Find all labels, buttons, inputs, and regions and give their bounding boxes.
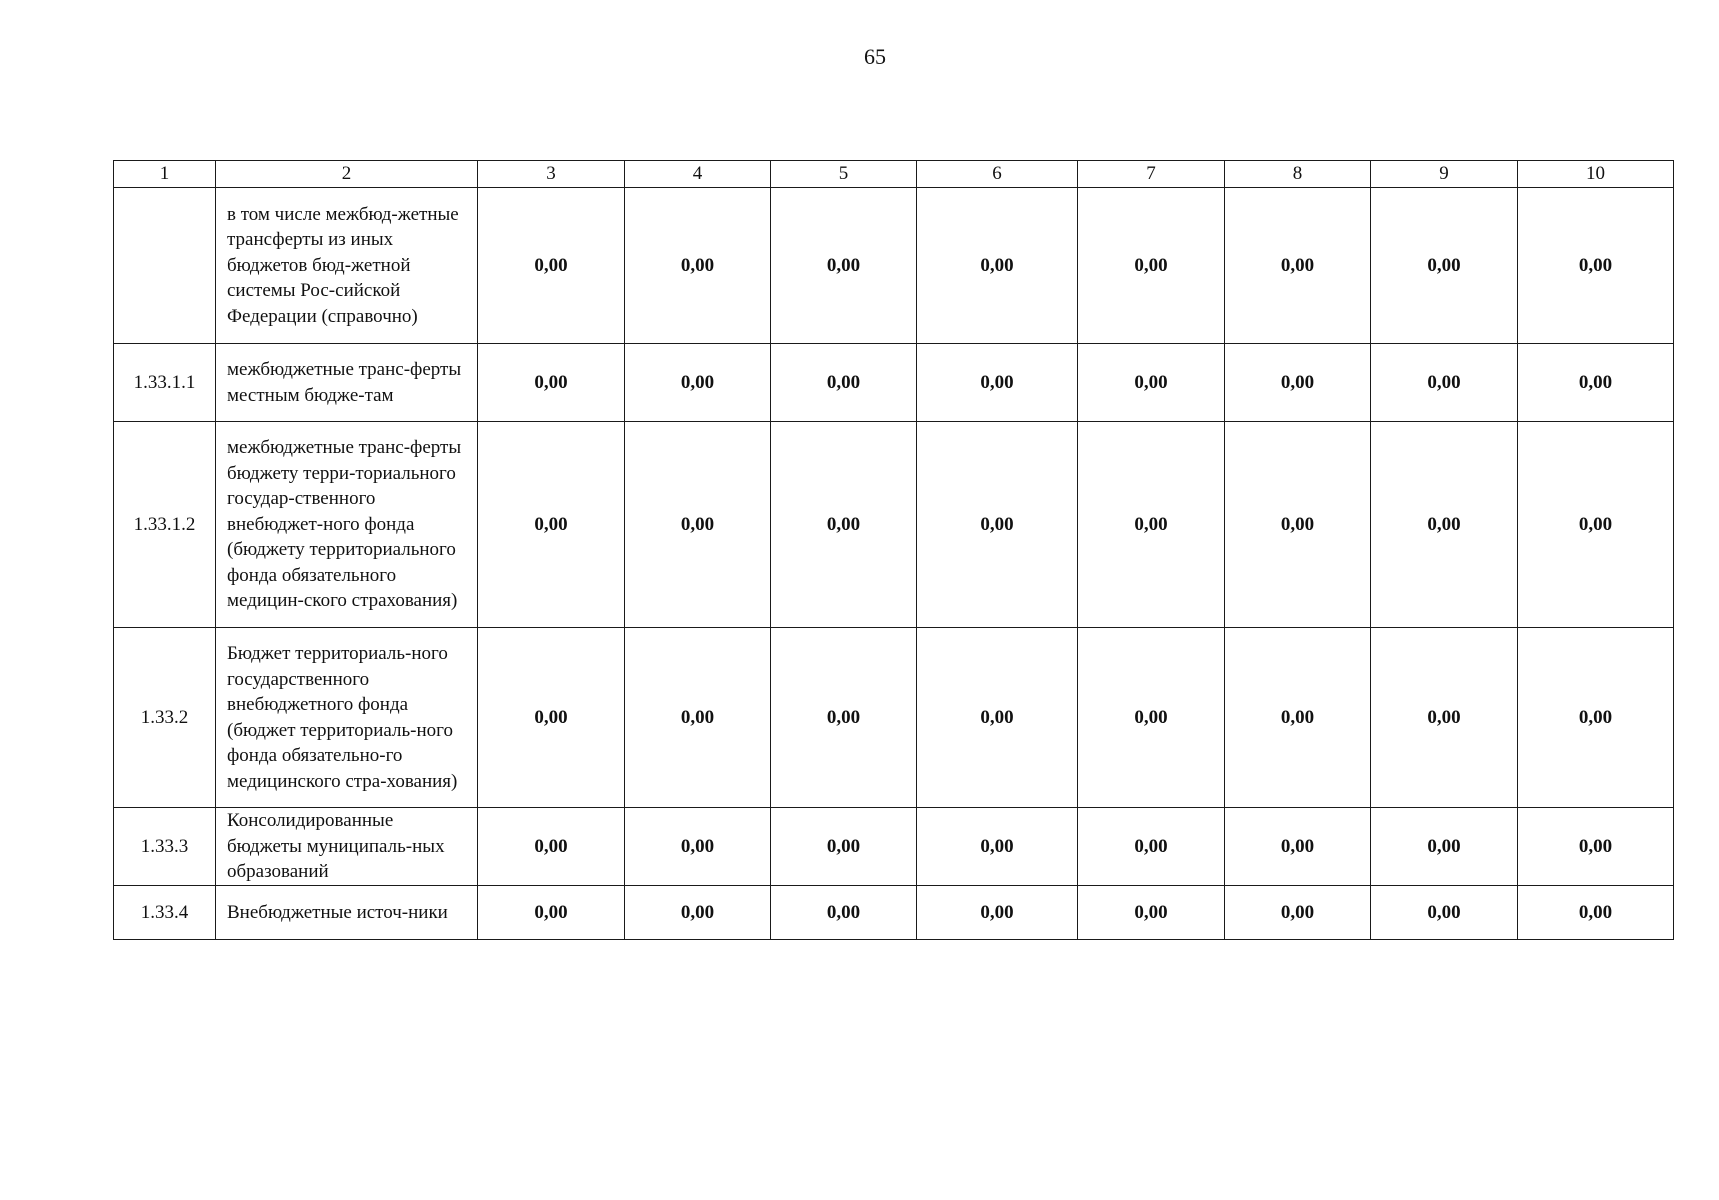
row-value: 0,00 [478, 422, 625, 628]
row-value: 0,00 [1371, 628, 1518, 808]
column-header: 9 [1371, 161, 1518, 188]
table-row [114, 422, 1674, 628]
column-header: 6 [917, 161, 1078, 188]
column-header: 3 [478, 161, 625, 188]
row-value: 0,00 [917, 808, 1078, 886]
row-value: 0,00 [478, 628, 625, 808]
row-value: 0,00 [771, 344, 917, 422]
row-value: 0,00 [478, 188, 625, 344]
row-name: Внебюджетные источ-ники [216, 886, 478, 940]
row-value: 0,00 [917, 344, 1078, 422]
row-name: межбюджетные транс-ферты бюджету терри-ториального государ-ственного внебюджет-ного фонда (бюджету территориального фонда обязательного медицин-ского страхования) [216, 422, 478, 628]
row-value: 0,00 [1518, 422, 1674, 628]
row-value: 0,00 [1078, 188, 1225, 344]
table-row [114, 808, 1674, 886]
row-value: 0,00 [625, 344, 771, 422]
row-value: 0,00 [917, 422, 1078, 628]
row-value: 0,00 [771, 808, 917, 886]
row-code: 1.33.1.1 [114, 344, 216, 422]
column-header: 4 [625, 161, 771, 188]
row-value: 0,00 [1371, 422, 1518, 628]
row-value: 0,00 [1518, 628, 1674, 808]
row-value: 0,00 [1078, 808, 1225, 886]
row-value: 0,00 [771, 188, 917, 344]
row-value: 0,00 [478, 886, 625, 940]
row-value: 0,00 [1225, 808, 1371, 886]
column-header: 8 [1225, 161, 1371, 188]
table-row [114, 886, 1674, 940]
row-value: 0,00 [1078, 886, 1225, 940]
budget-table [113, 160, 1674, 940]
row-value: 0,00 [771, 886, 917, 940]
row-value: 0,00 [478, 808, 625, 886]
row-value: 0,00 [917, 886, 1078, 940]
row-name: в том числе межбюд-жетные трансферты из иных бюджетов бюд-жетной системы Рос-сийской Федерации (справочно) [216, 188, 478, 344]
table-header-row [114, 161, 1674, 188]
column-header: 2 [216, 161, 478, 188]
row-value: 0,00 [1371, 808, 1518, 886]
row-value: 0,00 [1518, 188, 1674, 344]
row-value: 0,00 [1371, 344, 1518, 422]
row-value: 0,00 [917, 628, 1078, 808]
row-value: 0,00 [1371, 886, 1518, 940]
row-value: 0,00 [625, 886, 771, 940]
row-value: 0,00 [771, 628, 917, 808]
row-value: 0,00 [1078, 628, 1225, 808]
row-value: 0,00 [1225, 188, 1371, 344]
table-row [114, 344, 1674, 422]
row-value: 0,00 [625, 188, 771, 344]
column-header: 1 [114, 161, 216, 188]
row-value: 0,00 [625, 422, 771, 628]
table-row [114, 628, 1674, 808]
row-value: 0,00 [917, 188, 1078, 344]
row-value: 0,00 [1078, 422, 1225, 628]
row-code: 1.33.1.2 [114, 422, 216, 628]
column-header: 10 [1518, 161, 1674, 188]
row-value: 0,00 [1518, 886, 1674, 940]
row-value: 0,00 [1225, 344, 1371, 422]
row-name: Консолидированные бюджеты муниципаль-ных образований [216, 808, 478, 886]
row-value: 0,00 [1225, 886, 1371, 940]
row-code: 1.33.2 [114, 628, 216, 808]
row-value: 0,00 [1518, 808, 1674, 886]
row-value: 0,00 [1225, 628, 1371, 808]
row-code [114, 188, 216, 344]
column-header: 5 [771, 161, 917, 188]
row-value: 0,00 [1078, 344, 1225, 422]
row-value: 0,00 [625, 808, 771, 886]
row-value: 0,00 [478, 344, 625, 422]
row-value: 0,00 [1225, 422, 1371, 628]
table-row [114, 188, 1674, 344]
row-value: 0,00 [771, 422, 917, 628]
row-code: 1.33.3 [114, 808, 216, 886]
row-value: 0,00 [625, 628, 771, 808]
row-name: Бюджет территориаль-ного государственного внебюджетного фонда (бюджет территориаль-ного фонда обязательно-го медицинского стра-хования) [216, 628, 478, 808]
row-code: 1.33.4 [114, 886, 216, 940]
row-name: межбюджетные транс-ферты местным бюдже-там [216, 344, 478, 422]
row-value: 0,00 [1371, 188, 1518, 344]
row-value: 0,00 [1518, 344, 1674, 422]
budget-table-container [113, 160, 1673, 940]
column-header: 7 [1078, 161, 1225, 188]
page-number: 65 [864, 44, 886, 69]
